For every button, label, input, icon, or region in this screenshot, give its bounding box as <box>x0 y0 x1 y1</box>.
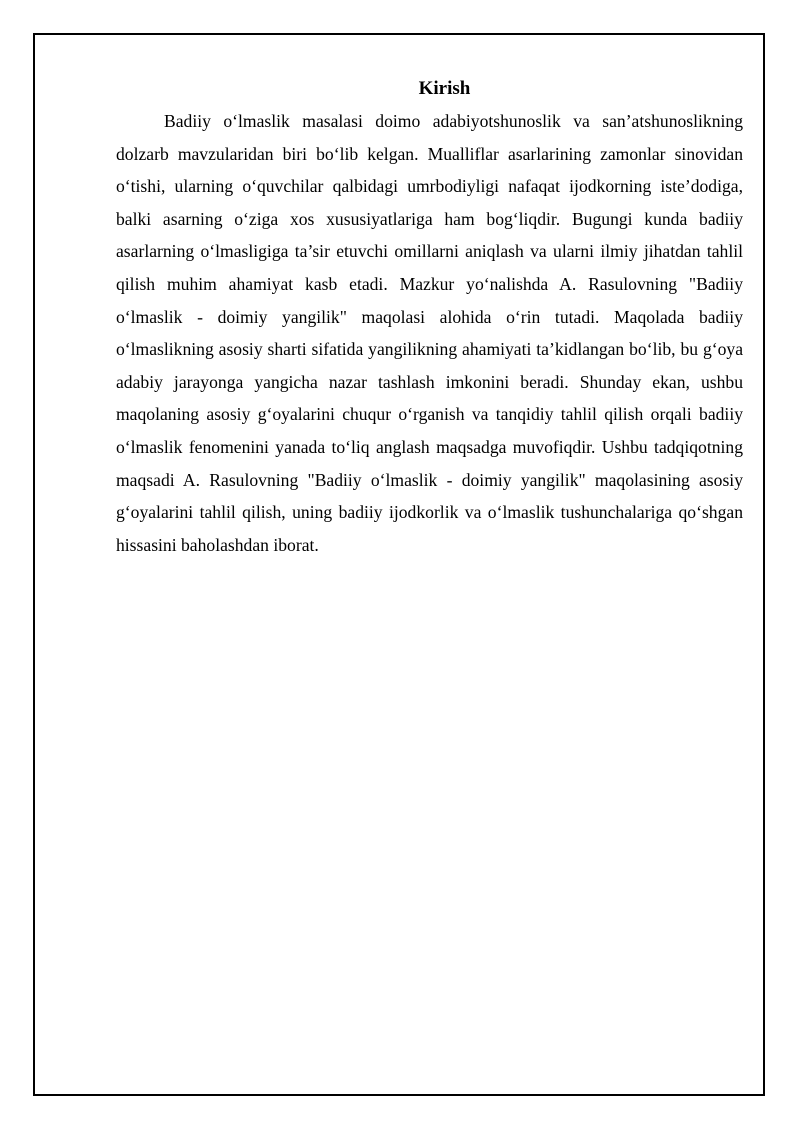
document-body <box>116 77 743 561</box>
page-border <box>33 33 765 1096</box>
intro-paragraph: Badiiy o‘lmaslik masalasi doimo adabiyotshunoslik va san’atshunoslikning dolzarb mavzularidan biri bo‘lib kelgan. Mualliflar asarlarining zamonlar sinovidan o‘tishi, ularning o‘quvchilar qalbidagi umrbodiyligi nafaqat ijodkorning iste’dodiga, balki asarning o‘ziga xos xususiyatlariga ham bog‘liqdir. Bugungi kunda badiiy asarlarning o‘lmasligiga ta’sir etuvchi omillarni aniqlash va ularni ilmiy jihatdan tahlil qilish muhim ahamiyat kasb etadi. Mazkur yo‘nalishda A. Rasulovning "Badiiy o‘lmaslik - doimiy yangilik" maqolasi alohida o‘rin tutadi. Maqolada badiiy o‘lmaslikning asosiy sharti sifatida yangilikning ahamiyati ta’kidlangan bo‘lib, bu g‘oya adabiy jarayonga yangicha nazar tashlash imkonini beradi. Shunday ekan, ushbu maqolaning asosiy g‘oyalarini chuqur o‘rganish va tanqidiy tahlil qilish orqali badiiy o‘lmaslik fenomenini yanada to‘liq anglash maqsadga muvofiqdir. Ushbu tadqiqotning maqsadi A. Rasulovning "Badiiy o‘lmaslik - doimiy yangilik" maqolasining asosiy g‘oyalarini tahlil qilish, uning badiiy ijodkorlik va o‘lmaslik tushunchalariga qo‘shgan hissasini baholashdan iborat. <box>116 111 743 555</box>
section-heading: Kirish <box>418 78 471 99</box>
